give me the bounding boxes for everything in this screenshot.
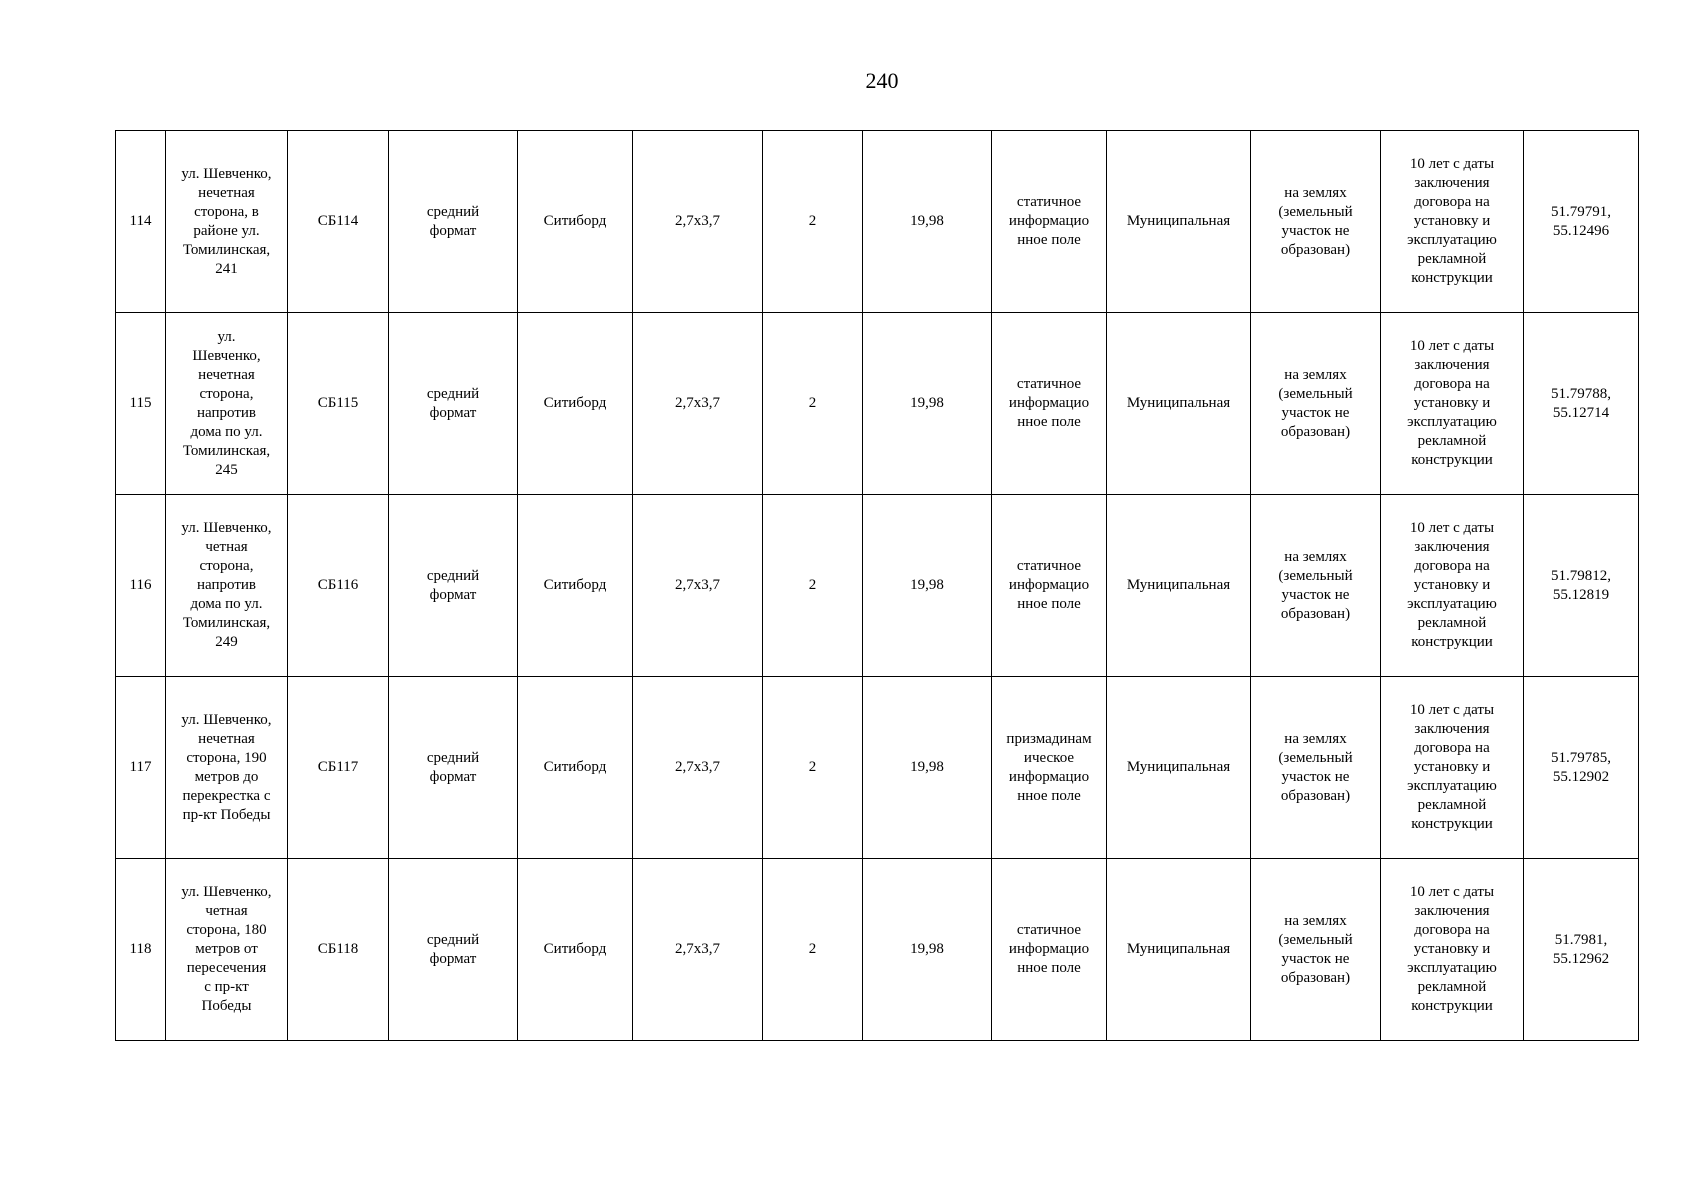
format-cell: средний формат [389, 313, 518, 495]
info-field-cell: статичное информацио нное поле [992, 131, 1107, 313]
sides-cell: 2 [763, 677, 863, 859]
info-field-cell: призмадинам ическое информацио нное поле [992, 677, 1107, 859]
land-cell: на землях (земельный участок не образован) [1251, 131, 1381, 313]
size-cell: 2,7х3,7 [633, 131, 763, 313]
land-cell: на землях (земельный участок не образован) [1251, 677, 1381, 859]
coordinates-cell: 51.7981, 55.12962 [1524, 859, 1639, 1041]
sides-cell: 2 [763, 495, 863, 677]
address-cell: ул. Шевченко, нечетная сторона, напротив дома по ул. Томилинская, 245 [166, 313, 288, 495]
code-cell: СБ118 [288, 859, 389, 1041]
ownership-cell: Муниципальная [1107, 677, 1251, 859]
row-number-cell: 114 [116, 131, 166, 313]
coordinates-cell: 51.79788, 55.12714 [1524, 313, 1639, 495]
format-cell: средний формат [389, 131, 518, 313]
area-cell: 19,98 [863, 313, 992, 495]
row-number-cell: 116 [116, 495, 166, 677]
ownership-cell: Муниципальная [1107, 859, 1251, 1041]
size-cell: 2,7х3,7 [633, 313, 763, 495]
term-cell: 10 лет с даты заключения договора на установку и эксплуатацию рекламной конструкции [1381, 131, 1524, 313]
table-row [116, 677, 1639, 859]
term-cell: 10 лет с даты заключения договора на установку и эксплуатацию рекламной конструкции [1381, 859, 1524, 1041]
info-field-cell: статичное информацио нное поле [992, 859, 1107, 1041]
coordinates-cell: 51.79791, 55.12496 [1524, 131, 1639, 313]
address-cell: ул. Шевченко, нечетная сторона, в районе ул. Томилинская, 241 [166, 131, 288, 313]
info-field-cell: статичное информацио нное поле [992, 313, 1107, 495]
table-row [116, 131, 1639, 313]
term-cell: 10 лет с даты заключения договора на установку и эксплуатацию рекламной конструкции [1381, 677, 1524, 859]
sides-cell: 2 [763, 313, 863, 495]
row-number-cell: 118 [116, 859, 166, 1041]
size-cell: 2,7х3,7 [633, 859, 763, 1041]
ownership-cell: Муниципальная [1107, 495, 1251, 677]
area-cell: 19,98 [863, 495, 992, 677]
format-cell: средний формат [389, 677, 518, 859]
size-cell: 2,7х3,7 [633, 495, 763, 677]
address-cell: ул. Шевченко, четная сторона, 180 метров от пересечения с пр-кт Победы [166, 859, 288, 1041]
structure-type-cell: Ситиборд [518, 677, 633, 859]
code-cell: СБ114 [288, 131, 389, 313]
structure-type-cell: Ситиборд [518, 313, 633, 495]
sides-cell: 2 [763, 859, 863, 1041]
table-row [116, 313, 1639, 495]
coordinates-cell: 51.79785, 55.12902 [1524, 677, 1639, 859]
coordinates-cell: 51.79812, 55.12819 [1524, 495, 1639, 677]
table-row [116, 495, 1639, 677]
structure-type-cell: Ситиборд [518, 859, 633, 1041]
row-number-cell: 115 [116, 313, 166, 495]
area-cell: 19,98 [863, 859, 992, 1041]
table-row [116, 859, 1639, 1041]
row-number-cell: 117 [116, 677, 166, 859]
sides-cell: 2 [763, 131, 863, 313]
structure-type-cell: Ситиборд [518, 495, 633, 677]
land-cell: на землях (земельный участок не образован) [1251, 313, 1381, 495]
code-cell: СБ117 [288, 677, 389, 859]
term-cell: 10 лет с даты заключения договора на установку и эксплуатацию рекламной конструкции [1381, 313, 1524, 495]
code-cell: СБ116 [288, 495, 389, 677]
land-cell: на землях (земельный участок не образован) [1251, 495, 1381, 677]
address-cell: ул. Шевченко, четная сторона, напротив дома по ул. Томилинская, 249 [166, 495, 288, 677]
ownership-cell: Муниципальная [1107, 313, 1251, 495]
info-field-cell: статичное информацио нное поле [992, 495, 1107, 677]
term-cell: 10 лет с даты заключения договора на установку и эксплуатацию рекламной конструкции [1381, 495, 1524, 677]
format-cell: средний формат [389, 859, 518, 1041]
format-cell: средний формат [389, 495, 518, 677]
area-cell: 19,98 [863, 677, 992, 859]
area-cell: 19,98 [863, 131, 992, 313]
advertising-structures-table [115, 130, 1639, 1041]
size-cell: 2,7х3,7 [633, 677, 763, 859]
structure-type-cell: Ситиборд [518, 131, 633, 313]
ownership-cell: Муниципальная [1107, 131, 1251, 313]
page-number: 240 [865, 68, 899, 93]
code-cell: СБ115 [288, 313, 389, 495]
address-cell: ул. Шевченко, нечетная сторона, 190 метров до перекрестка с пр-кт Победы [166, 677, 288, 859]
land-cell: на землях (земельный участок не образован) [1251, 859, 1381, 1041]
